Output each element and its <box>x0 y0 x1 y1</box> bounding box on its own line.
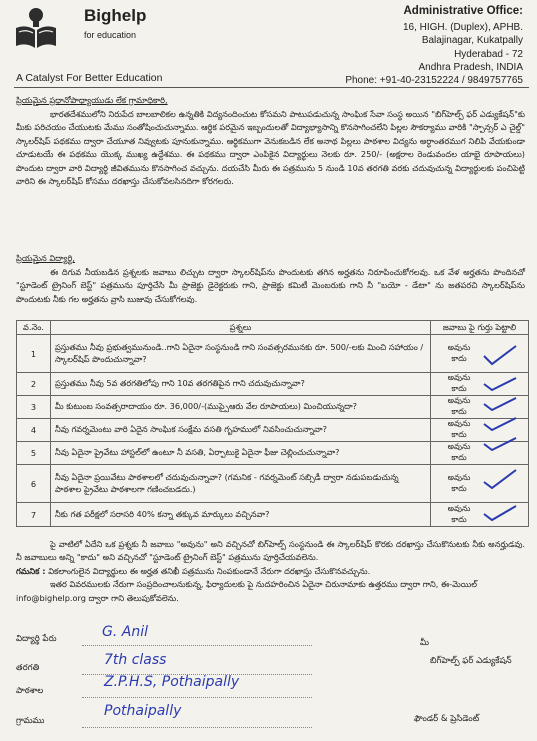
signoff-yours: మీ <box>420 638 429 648</box>
tick-mark-icon <box>484 398 516 410</box>
yes-option[interactable]: అవును <box>447 503 471 513</box>
question-text: నీవు ఏదైనా ప్రైవేటు హాస్టల్‌లో ఉంటూ నీ వసతి, ఏర్పాటుకై ఏదైనా ఫీజు చెల్లించుచున్నావా? <box>51 442 431 465</box>
question-text: నీకు గత పరీక్షలో సరాసరి 40% కన్నా తక్కువ మార్కులు వచ్చినవా? <box>51 503 431 527</box>
table-row <box>17 335 529 373</box>
tagline: A Catalyst For Better Education <box>16 72 163 84</box>
footer-note-2 <box>16 565 525 578</box>
student-body: ఈ దిగువ నీయబడిన ప్రశ్నలకు జవాబు లిచ్చుట ద్వారా స్కాలర్‌షిప్‌ను పొందుటకు తగిన అర్హతను నిరూపించుకోగలవు. ఒక వేళ అర్హతను పొందినచో "స్టూడెంట్ ట్రైనింగ్ బెస్ట్" పత్రమును పూర్తిచేసి మీ ప్రాజెక్టు డైరెక్టరుకు గాని, ప్రాజెక్టు కమిటీ మెంబరుకు గాని నీ "బయో - డేటా" ను జతపరచి స్కాలర్‌షిప్‌ను పొందుటకు నీకు గల అర్హతను వ్రాసి బుజువు చేసుకోగలవు. <box>16 266 525 304</box>
student-salutation: ప్రియమైన విద్యార్థి, <box>16 253 75 263</box>
signoff-organization: బిగ్‌హెల్ప్ ఫర్ ఎడ్యుకేషన్ <box>430 656 512 666</box>
row-number: 1 <box>17 335 51 373</box>
question-text: ప్రస్తుతము నీవు ప్రభుత్వమునుండి..గాని ఏదైనా సంస్థనుండి గాని సంవత్సరమునకు రూ. 500/-లకు మించి సహాయం / స్కాలర్‌షిప్ పొందుచున్నావా? <box>51 335 431 373</box>
table-row <box>17 419 529 442</box>
school-line <box>82 697 312 698</box>
question-text: ప్రస్తుతము నీవు 5వ తరగతిలోపు గాని 10వ తరగతిపైన గాని చదువుచున్నావా? <box>51 373 431 396</box>
footer-note-4: info@bighelp.org ద్వారా గాని తెలుపుకోవలెను. <box>16 592 179 603</box>
row-number: 7 <box>17 503 51 527</box>
row-number: 6 <box>17 465 51 503</box>
office-line-1: 16, HIGH. (Duplex), APHB. <box>402 22 523 33</box>
tick-mark-icon <box>484 346 516 364</box>
village-value[interactable]: Pothaipally <box>104 703 182 719</box>
note-text: వికలాంగులైన విద్యార్థులు ఈ అర్హత తనిఖీ పత్రమును నింపకుండానే నేరుగా దరఖాస్తు చేసుకొనవచ్చును. <box>48 565 371 576</box>
letter-to-headmaster <box>16 94 525 189</box>
office-line-3: Hyderabad - 72 <box>454 48 523 60</box>
no-option[interactable]: కాదు <box>451 453 467 462</box>
footer-note-1: పై వాటిలో ఏదేని ఒక ప్రశ్నకు నీ జవాబు "అవును" అని వచ్చినచో బిగ్‌హెల్ప్ సంస్థనుండి ఈ స్కాలర్‌షిప్ కొరకు దరఖాస్తు చేసుకొనుటకు నీకు అనర్హుడవు. నీ జవాబులు అన్ని "కాదు" అని వచ్చినచో "స్టూడెంట్ ట్రైనింగ్ బెస్ట్" పత్రమును పూర్తిచేయవలెను. <box>16 539 525 563</box>
no-option[interactable]: కాదు <box>451 407 467 416</box>
table-row <box>17 373 529 396</box>
question-text: మీ కుటుంబ సంవత్సరాదాయం రూ. 36,000/-(ముప్పైఆరు వేల రూపాయలు) మించియున్నదా? <box>51 396 431 419</box>
office-line-2: Balajinagar, Kukatpally <box>421 35 523 47</box>
tick-mark-icon <box>484 378 516 390</box>
tick-mark-icon <box>484 418 516 430</box>
office-line-4: Andhra Pradesh, INDIA <box>418 61 523 73</box>
table-row <box>17 503 529 527</box>
header-divider <box>14 87 529 88</box>
table-row <box>17 396 529 419</box>
headmaster-salutation: ప్రియమైన ప్రధానోపాధ్యాయుడు లేక గ్రామాధికారి, <box>16 95 168 105</box>
yes-option[interactable]: అవును <box>447 342 471 352</box>
school-value[interactable]: Z.P.H.S, Pothaipally <box>104 674 240 690</box>
col-answer-header: జవాబు పై గుర్తు పెట్టాలి <box>431 321 529 335</box>
no-option[interactable]: కాదు <box>451 353 467 363</box>
note-label: గమనిక : <box>16 565 46 576</box>
class-value[interactable]: 7th class <box>104 652 167 668</box>
col-number-header: వ.నెం. <box>17 321 51 335</box>
yes-option[interactable]: అవును <box>447 373 471 382</box>
row-number: 5 <box>17 442 51 465</box>
signoff-title: ఫౌండర్ & ప్రెసిడెంట్ <box>414 714 480 724</box>
no-option[interactable]: కాదు <box>451 430 467 439</box>
letter-to-student <box>16 252 525 306</box>
table-row <box>17 465 529 503</box>
yes-option[interactable]: అవును <box>447 442 471 451</box>
yes-option[interactable]: అవును <box>447 419 471 428</box>
footer-note-3: ఇతర వివరములకు నేరుగా సంప్రదించాలనుకున్న, ఫిర్యాదులకు పై నుదహరించిన ఏదైనా చిరునామాకు ఉత్తరము ద్వారా గాని, ఈ-మెయిల్ <box>50 579 478 590</box>
tick-mark-icon <box>484 506 516 520</box>
footer-notes <box>16 538 525 605</box>
village-label: గ్రామము <box>16 716 45 726</box>
school-label: పాఠశాల <box>16 686 44 696</box>
yes-option[interactable]: అవును <box>447 396 471 405</box>
table-row <box>17 442 529 465</box>
tick-marks <box>476 334 528 534</box>
office-phone: Phone: +91-40-23152224 / 9849757765 <box>345 75 523 87</box>
tick-mark-icon <box>484 470 516 488</box>
row-number: 3 <box>17 396 51 419</box>
office-address <box>345 4 523 87</box>
student-name-label: విద్యార్థి పేరు <box>16 634 57 644</box>
question-text: నీవు ఏదైనా ప్రయివేటు పాఠశాలలో చదువుచున్నావా? (గమనిక - గవర్నమెంట్ సబ్సిడీ ద్వారా నడుపబడుచున్న పాఠశాల ప్రైవేటు పాఠశాలగా గణించబడదు.) <box>51 465 431 503</box>
village-line <box>82 727 312 728</box>
book-lamp-logo-icon <box>14 6 58 50</box>
no-option[interactable]: కాదు <box>451 483 467 493</box>
class-label: తరగతి <box>16 663 40 673</box>
student-name-value[interactable]: G. Anil <box>102 624 148 640</box>
table-header-row <box>17 321 529 335</box>
yes-option[interactable]: అవును <box>447 472 471 482</box>
brand-subtitle: for education <box>84 30 137 40</box>
eligibility-table <box>16 320 529 527</box>
row-number: 2 <box>17 373 51 396</box>
no-option[interactable]: కాదు <box>451 514 467 524</box>
no-option[interactable]: కాదు <box>451 384 467 393</box>
tick-mark-icon <box>484 438 516 450</box>
col-question-header: ప్రశ్నలు <box>51 321 431 335</box>
row-number: 4 <box>17 419 51 442</box>
office-title: Administrative Office: <box>403 5 523 17</box>
brand-name: Bighelp <box>84 6 147 25</box>
headmaster-body: భారతదేశములోని నిరుపేద బాలబాలికల ఉన్నతికి విద్యనందించుట కోసమని పాటుపడుచున్న సాంఘిక సేవా సంస్థ అయిన "బిగ్‌హెల్ప్ ఫర్ ఎడ్యుకేషన్"కు మీకు పరిచయం చేయుటకు మేము సంతోషించుచున్నాము. ఆర్థిక పరమైన ఇబ్బందులతో విద్యాభ్యాసాన్ని కొనసాగించలేని పిల్లల సౌకర్యాము వారికి "స్పాన్సర్ ఎ చైల్డ్" స్కాలర్‌షిప్ పథకము ద్వారా చేయూత నివ్వుటకు పూనుకున్నాము. ఆర్థికముగా వెనుకబడిన లేక అనాథ పిల్లలు పాఠశాల విద్యను అర్ధాంతరముగ నిలిపి వేయకుండా చూడుటయే ఈ పథకము యొక్క ముఖ్య ఉద్దేశము. ఈ పథకము ద్వారా ఎంపికైన విద్యార్థులు నెలకు రూ. 250/- (అక్షరాల రెండువందల యాభై రూపాయలు) పొందుట ద్వారా వారి విద్యార్థి జీవితమును కొనసాగించ వచ్చును. దయచేసి మీరు ఈ పత్రమును 5 నుండి 10వ తరగతి వరకు చదువుచున్న విద్యార్థులకు పంచిపెట్టి వారిని ఈ స్కాలర్‌షిప్ కోసము దరఖాస్తు చేసుకోవలసినదిగా కోరగలరు. <box>16 108 525 186</box>
student-name-line <box>82 645 312 646</box>
question-text: నీవు గవర్నమెంటు వారి ఏదైన సాంఘిక సంక్షేమ వసతి గృహములో నివసించుచున్నావా? <box>51 419 431 442</box>
